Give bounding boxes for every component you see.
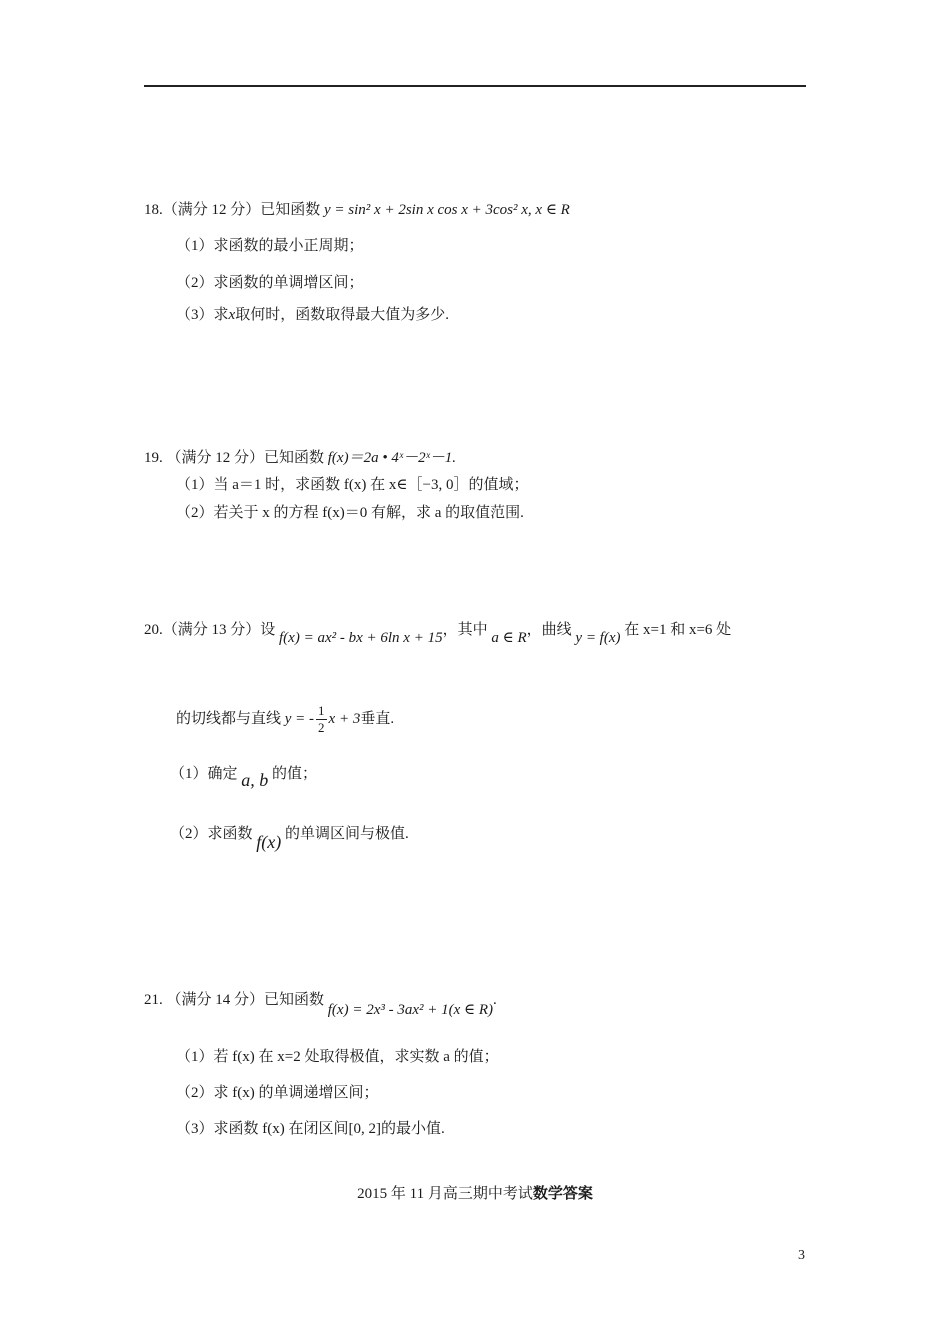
q20-tail: 在 x=1 和 x=6 处 [624, 622, 732, 638]
q18-p3-var: x [228, 307, 236, 323]
q20-line2-suffix: 垂直. [360, 711, 395, 727]
q20-curve: y = f(x) [575, 630, 621, 646]
q20-mid1: ，其中 [442, 622, 488, 638]
q19-head-text: 19. （满分 12 分）已知函数 [144, 450, 325, 466]
q19-formula: f(x)＝2a • 4ˣ－2ˣ－1. [327, 450, 457, 466]
q18-part-3 [176, 305, 449, 325]
q20-head-text: 20.（满分 13 分）设 [144, 622, 276, 638]
q20-fraction [316, 703, 327, 736]
q20-mid2: ，曲线 [526, 622, 572, 638]
answer-section-title [0, 1182, 950, 1203]
q20-formula: f(x) = ax² - bx + 6ln x + 15 [279, 630, 443, 646]
q20-frac-num: 1 [318, 703, 325, 719]
q18-p3-suffix: 取何时，函数取得最大值为多少. [235, 307, 449, 323]
q20-p1-vars: a, b [241, 770, 269, 790]
q20-heading [144, 620, 732, 646]
q20-p2-suffix: 的单调区间与极值. [285, 826, 409, 842]
header-rule [144, 85, 806, 87]
page-number: 3 [798, 1248, 805, 1263]
q20-part-1 [170, 762, 318, 790]
q20-p1-prefix: （1）确定 [170, 766, 238, 782]
q20-line2-prefix: 的切线都与直线 [176, 711, 282, 727]
q19-part-2: （2）若关于 x 的方程 f(x)＝0 有解，求 a 的取值范围. [176, 505, 524, 521]
q21-part-2: （2）求 f(x) 的单调递增区间； [176, 1085, 379, 1101]
q21-dot: . [493, 992, 497, 1008]
answer-title-bold: 数学答案 [532, 1186, 593, 1202]
q18-part-1: （1）求函数的最小正周期； [176, 238, 364, 254]
q18-p3-prefix: （3）求 [176, 307, 229, 323]
q21-part-3: （3）求函数 f(x) 在闭区间[0, 2]的最小值. [176, 1121, 445, 1137]
q20-condition: a ∈ R [491, 630, 527, 646]
q21-heading [144, 990, 497, 1018]
q20-p2-prefix: （2）求函数 [170, 826, 253, 842]
q18-formula: y = sin² x + 2sin x cos x + 3cos² x, x ∈ R [324, 202, 570, 218]
q19-heading [144, 448, 456, 468]
q20-p2-fx: f(x) [256, 832, 282, 852]
answer-title-prefix: 2015 年 11 月高三期中考试 [357, 1186, 533, 1202]
q21-formula: f(x) = 2x³ - 3ax² + 1(x ∈ R) [327, 1002, 494, 1018]
q20-p1-suffix: 的值； [272, 766, 318, 782]
q18-heading [144, 200, 570, 220]
q19-part-1: （1）当 a＝1 时，求函数 f(x) 在 x∈［−3, 0］的值域； [176, 477, 529, 493]
q21-head-text: 21. （满分 14 分）已知函数 [144, 992, 325, 1008]
q20-line-y: y = - [284, 711, 315, 727]
q18-head-text: 18.（满分 12 分）已知函数 [144, 202, 321, 218]
q21-part-1: （1）若 f(x) 在 x=2 处取得极值，求实数 a 的值； [176, 1049, 499, 1065]
q20-line-rest: x + 3 [328, 711, 361, 727]
q20-line-2 [176, 703, 394, 736]
q18-part-2: （2）求函数的单调增区间； [176, 275, 364, 291]
q20-frac-den: 2 [318, 720, 325, 736]
q20-part-2 [170, 822, 409, 852]
